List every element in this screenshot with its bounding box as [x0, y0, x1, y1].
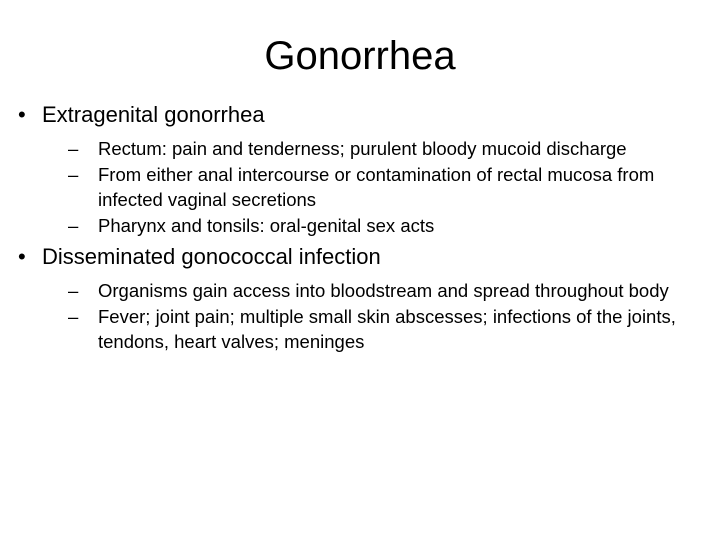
- sub-bullet-item: [68, 278, 708, 303]
- sub-bullet-text: Organisms gain access into bloodstream and spread throughout body: [98, 280, 669, 301]
- dash-marker: –: [68, 215, 79, 236]
- sub-bullet-item: [68, 213, 708, 238]
- sub-bullet-item: [68, 304, 708, 354]
- dash-marker: –: [68, 280, 79, 301]
- dash-marker: –: [68, 138, 79, 159]
- bullet-item-disseminated: [18, 242, 708, 354]
- bullet-marker: •: [18, 102, 26, 127]
- sub-bullet-text: Fever; joint pain; multiple small skin abscesses; infections of the joints, tendons, heart valves; meninges: [98, 306, 676, 352]
- dash-marker: –: [68, 306, 79, 327]
- sub-bullet-list: [42, 278, 708, 354]
- bullet-item-extragenital: [18, 100, 708, 238]
- slide-title: Gonorrhea: [264, 34, 456, 78]
- sub-bullet-item: [68, 162, 708, 212]
- dash-marker: –: [68, 164, 79, 185]
- sub-bullet-text: From either anal intercourse or contamination of rectal mucosa from infected vaginal secretions: [98, 164, 655, 210]
- sub-bullet-list: [42, 136, 708, 238]
- sub-bullet-item: [68, 136, 708, 161]
- sub-bullet-text: Pharynx and tonsils: oral-genital sex acts: [98, 215, 435, 236]
- bullet-text: Extragenital gonorrhea: [42, 102, 265, 127]
- bullet-list: [18, 100, 708, 354]
- sub-bullet-text: Rectum: pain and tenderness; purulent bloody mucoid discharge: [98, 138, 627, 159]
- bullet-text: Disseminated gonococcal infection: [42, 244, 381, 269]
- bullet-marker: •: [18, 244, 26, 269]
